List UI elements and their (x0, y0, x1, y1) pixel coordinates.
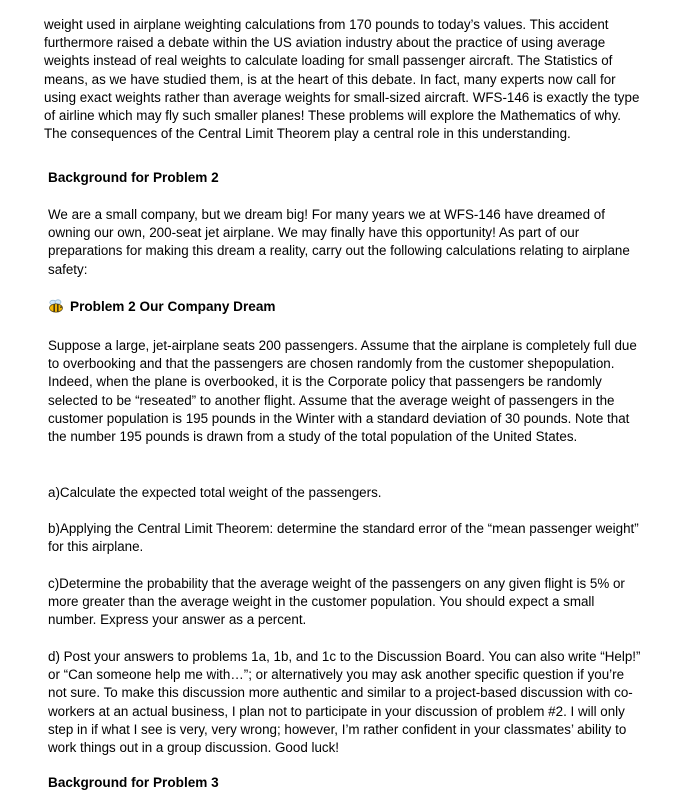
part-a: a)Calculate the expected total weight of the passengers. (48, 485, 382, 500)
problem-2-text: Suppose a large, jet-airplane seats 200 passengers. Assume that the airplane is completely full due to overbooking and that the passengers are chosen randomly from the customer shepopulation. Indeed, when the plane is overbooked, it is the Corporate policy that passengers be randomly selected to be “reseated” to another flight. Assume that the average weight of passengers in the customer population is 195 pounds in the Winter with a standard deviation of 30 pounds. Note that the number 195 pounds is drawn from a study of the total population of the United States. (48, 338, 637, 445)
part-d: d) Post your answers to problems 1a, 1b, and 1c to the Discussion Board. You can also write “Help!” or “Can someone help me with…”; or alternatively you may ask another specific question if you’re not sure. To make this discussion more authentic and similar to a project-based discussion with co-workers at an actual business, I plan not to participate in your discussion of problem #2. I will only step in if what I see is very, very wrong; however, I’m rather confident in your classmates’ ability to work things out in a group discussion. Good luck! (48, 649, 641, 756)
background-2-text: We are a small company, but we dream big! For many years we at WFS-146 have dreamed of owning our own, 200-seat jet airplane. We may finally have this opportunity! As part of our preparations for making this dream a reality, carry out the following calculations relating to airplane safety: (48, 207, 630, 277)
problem-2-heading (48, 298, 643, 316)
part-b: b)Applying the Central Limit Theorem: determine the standard error of the “mean passenger weight” for this airplane. (48, 521, 639, 555)
part-c: c)Determine the probability that the average weight of the passengers on any given flight is 5% or more greater than the average weight in the customer population. You should expect a small number. Express your answer as a percent. (48, 576, 625, 628)
background-3-heading: Background for Problem 3 (48, 775, 219, 790)
bee-icon (48, 299, 64, 313)
problem-2-heading-text: Problem 2 Our Company Dream (70, 299, 276, 314)
background-2-heading: Background for Problem 2 (48, 170, 219, 185)
intro-paragraph: weight used in airplane weighting calculations from 170 pounds to today’s values. This accident furthermore raised a debate within the US aviation industry about the practice of using average weights instead of real weights to calculate loading for small passenger aircraft. The Statistics of means, as we have studied them, is at the heart of this debate. In fact, many experts now call for using exact weights rather than average weights for small-sized aircraft. WFS-146 is exactly the type of airline which may fly such smaller planes! These problems will explore the Mathematics of why. The consequences of the Central Limit Theorem play a central role in this understanding. (44, 17, 640, 142)
